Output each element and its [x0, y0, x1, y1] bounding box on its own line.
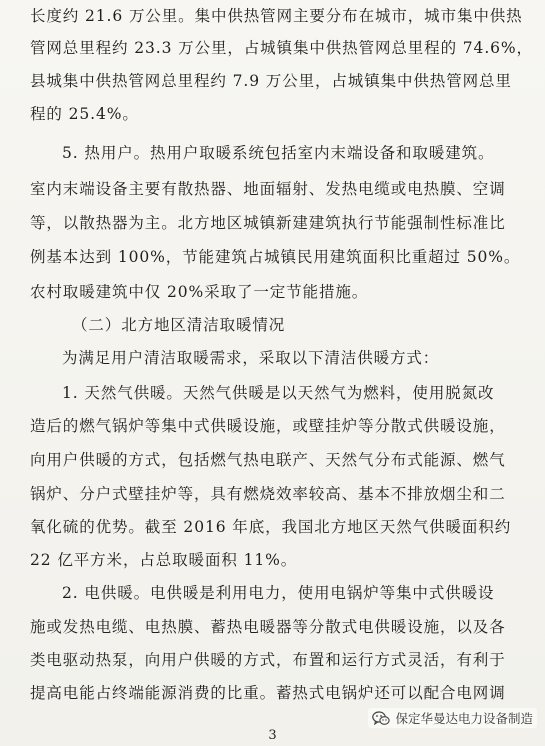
paragraph-line: 施或发热电缆、电热膜、蓄热电暖器等分散式电供暖设施，以及各 [30, 618, 506, 636]
paragraph-line: 2. 电供暖。电供暖是利用电力，使用电锅炉等集中式供暖设 [62, 584, 495, 602]
paragraph-line: 造后的燃气锅炉等集中式供暖设施，或壁挂炉等分散式供暖设施， [30, 417, 506, 435]
paragraph-line: 向用户供暖的方式，包括燃气热电联产、天然气分布式能源、燃气 [30, 451, 506, 469]
paragraph-line: 5. 热用户。热用户取暖系统包括室内末端设备和取暖建筑。 [62, 144, 495, 162]
watermark-text: 保定华曼达电力设备制造 [395, 711, 533, 726]
paragraph-line: 锅炉、分户式壁挂炉等，具有燃烧效率较高、基本不排放烟尘和二 [30, 485, 506, 503]
paragraph-line: 室内末端设备主要有散热器、地面辐射、发热电缆或电热膜、空调 [30, 180, 506, 198]
paragraph-line: 程的 25.4%。 [30, 105, 139, 123]
paragraph-line: 22 亿平方米，占总取暖面积 11%。 [30, 551, 298, 569]
page-number: 3 [268, 728, 277, 743]
paragraph-line: 县城集中供热管网总里程约 7.9 万公里，占城镇集中供热管网总里 [30, 72, 512, 90]
paragraph-line: 1. 天然气供暖。天然气供暖是以天然气为燃料，使用脱氮改 [62, 384, 495, 402]
paragraph-line: 氧化硫的优势。截至 2016 年底，我国北方地区天然气供暖面积约 [30, 518, 512, 536]
paragraph-line: 农村取暖建筑中仅 20%采取了一定节能措施。 [30, 283, 369, 301]
paragraph-line: 类电驱动热泵，向用户供暖的方式，布置和运行方式灵活，有利于 [30, 651, 506, 669]
wechat-icon [372, 711, 390, 726]
paragraph-line: 为满足用户清洁取暖需求，采取以下清洁供暖方式： [62, 349, 440, 367]
paragraph-line: 长度约 21.6 万公里。集中供热管网主要分布在城市，城市集中供热 [30, 7, 523, 25]
paragraph-line: 管网总里程约 23.3 万公里，占城镇集中供热管网总里程的 74.6%， [30, 39, 533, 57]
section-heading: （二）北方地区清洁取暖情况 [72, 316, 286, 334]
account-watermark [368, 708, 537, 728]
paragraph-line: 提高电能占终端能源消费的比重。蓄热式电锅炉还可以配合电网调 [30, 684, 506, 702]
paragraph-line: 例基本达到 100%，节能建筑占城镇民用建筑面积比重超过 50%。 [30, 248, 521, 266]
paragraph-line: 等，以散热器为主。北方地区城镇新建建筑执行节能强制性标准比 [30, 214, 506, 232]
